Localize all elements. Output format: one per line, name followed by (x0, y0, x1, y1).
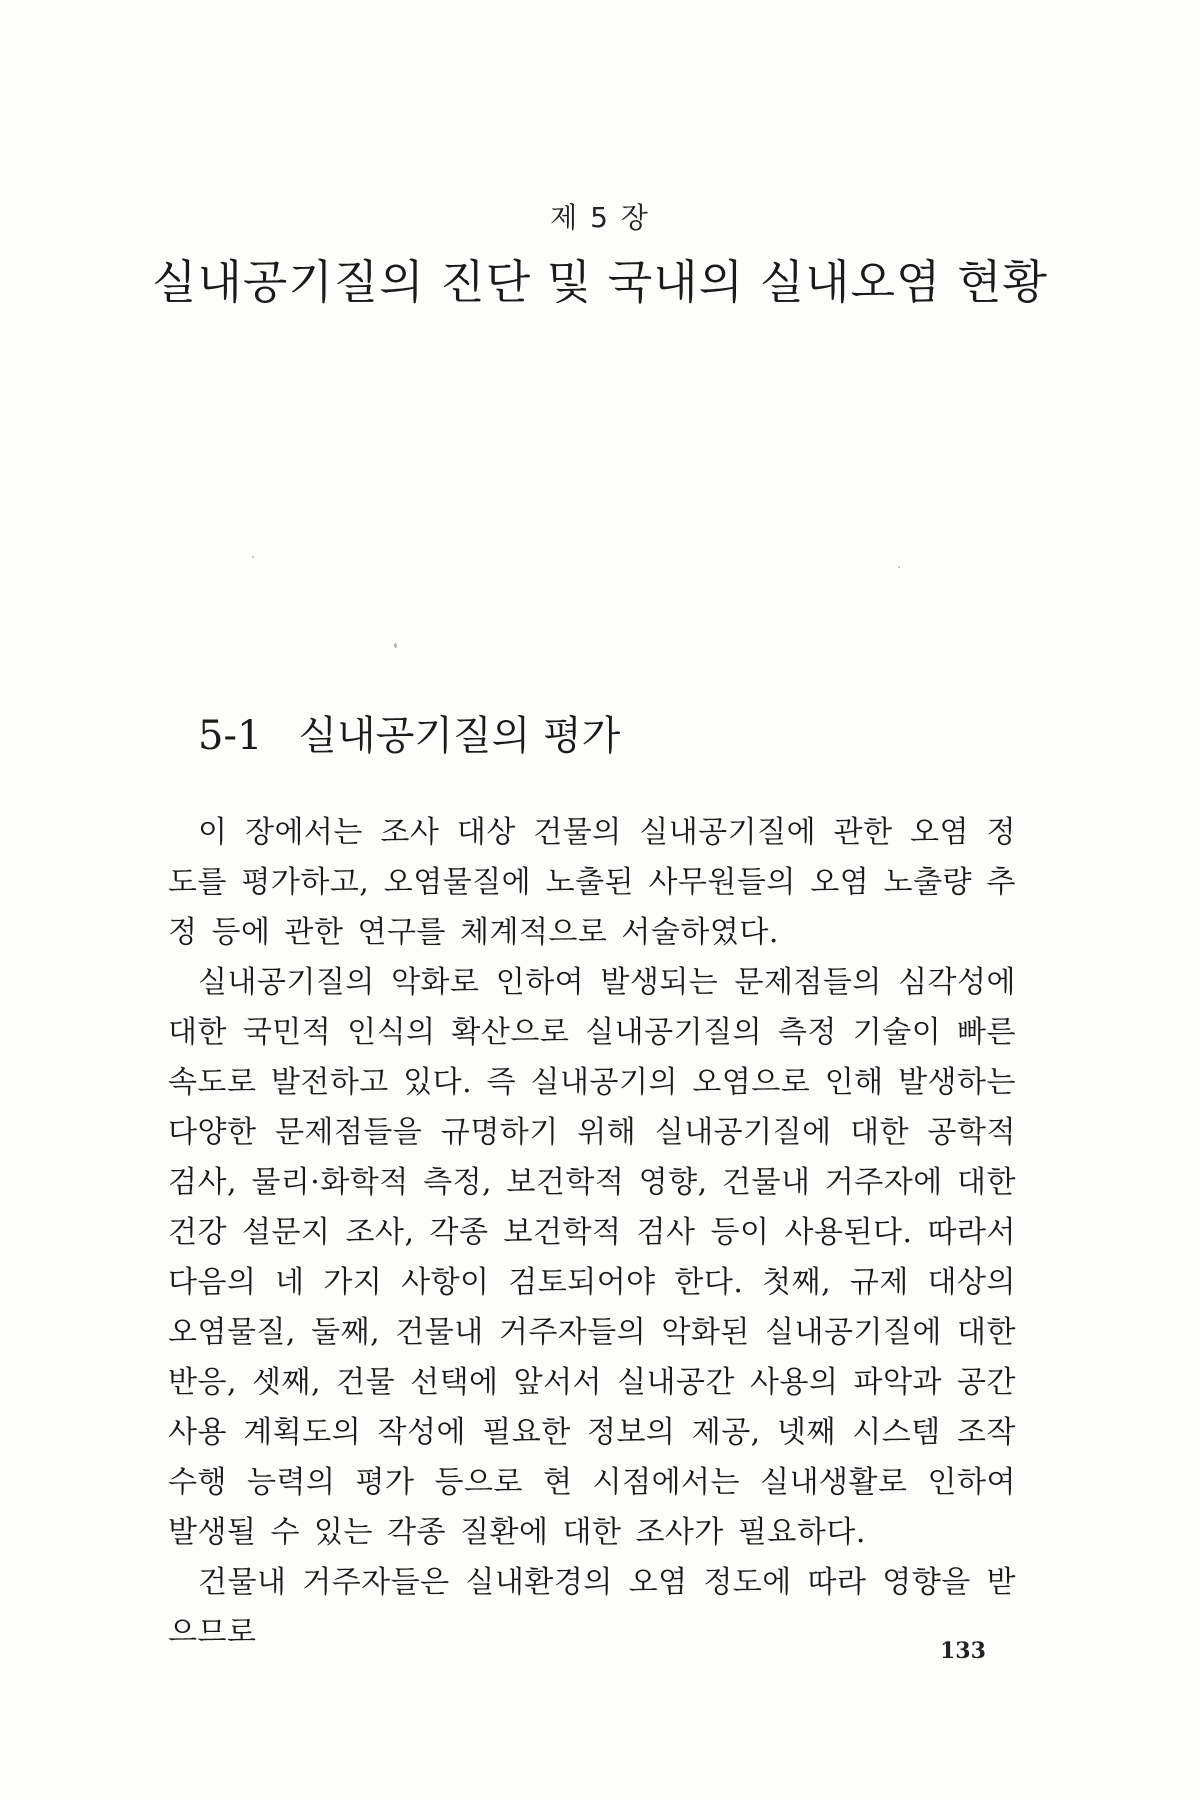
body-text (168, 808, 1016, 1658)
scan-speck (898, 566, 900, 568)
paragraph: 실내공기질의 악화로 인하여 발생되는 문제점들의 심각성에 대한 국민적 인식의 확산으로 실내공기질의 측정 기술이 빠른 속도로 발전하고 있다. 즉 실내공기의 오염으로 인해 발생하는 다양한 문제점들을 규명하기 위해 실내공기질에 대한 공학적 검사, 물리·화학적 측정, 보건학적 영향, 건물내 거주자에 대한 건강 설문지 조사, 각종 보건학적 검사 등이 사용된다. 따라서 다음의 네 가지 사항이 검토되어야 한다. 첫째, 규제 대상의 오염물질, 둘째, 건물내 거주자들의 악화된 실내공기질에 대한 반응, 셋째, 건물 선택에 앞서서 실내공간 사용의 파악과 공간 사용 계획도의 작성에 필요한 정보의 제공, 넷째 시스템 조작 수행 능력의 평가 등으로 현 시점에서는 실내생활로 인하여 발생될 수 있는 각종 질환에 대한 조사가 필요하다. (168, 965, 1016, 1550)
page-number: 133 (940, 1638, 986, 1664)
chapter-label: 제 5 장 (550, 201, 650, 234)
section-number: 5-1 (198, 713, 263, 759)
scan-speck (394, 643, 397, 648)
paragraph: 이 장에서는 조사 대상 건물의 실내공기질에 관한 오염 정도를 평가하고, 오염물질에 노출된 사무원들의 오염 노출량 추정 등에 관한 연구를 체계적으로 서술하였다. (168, 815, 1016, 950)
section-title: 실내공기질의 평가 (298, 713, 621, 759)
paragraph: 건물내 거주자들은 실내환경의 오염 정도에 따라 영향을 받으므로 (168, 1565, 1016, 1650)
section-heading (198, 704, 620, 761)
chapter-title: 실내공기질의 진단 및 국내의 실내오염 현황 (152, 255, 1048, 309)
scan-speck (252, 556, 254, 558)
